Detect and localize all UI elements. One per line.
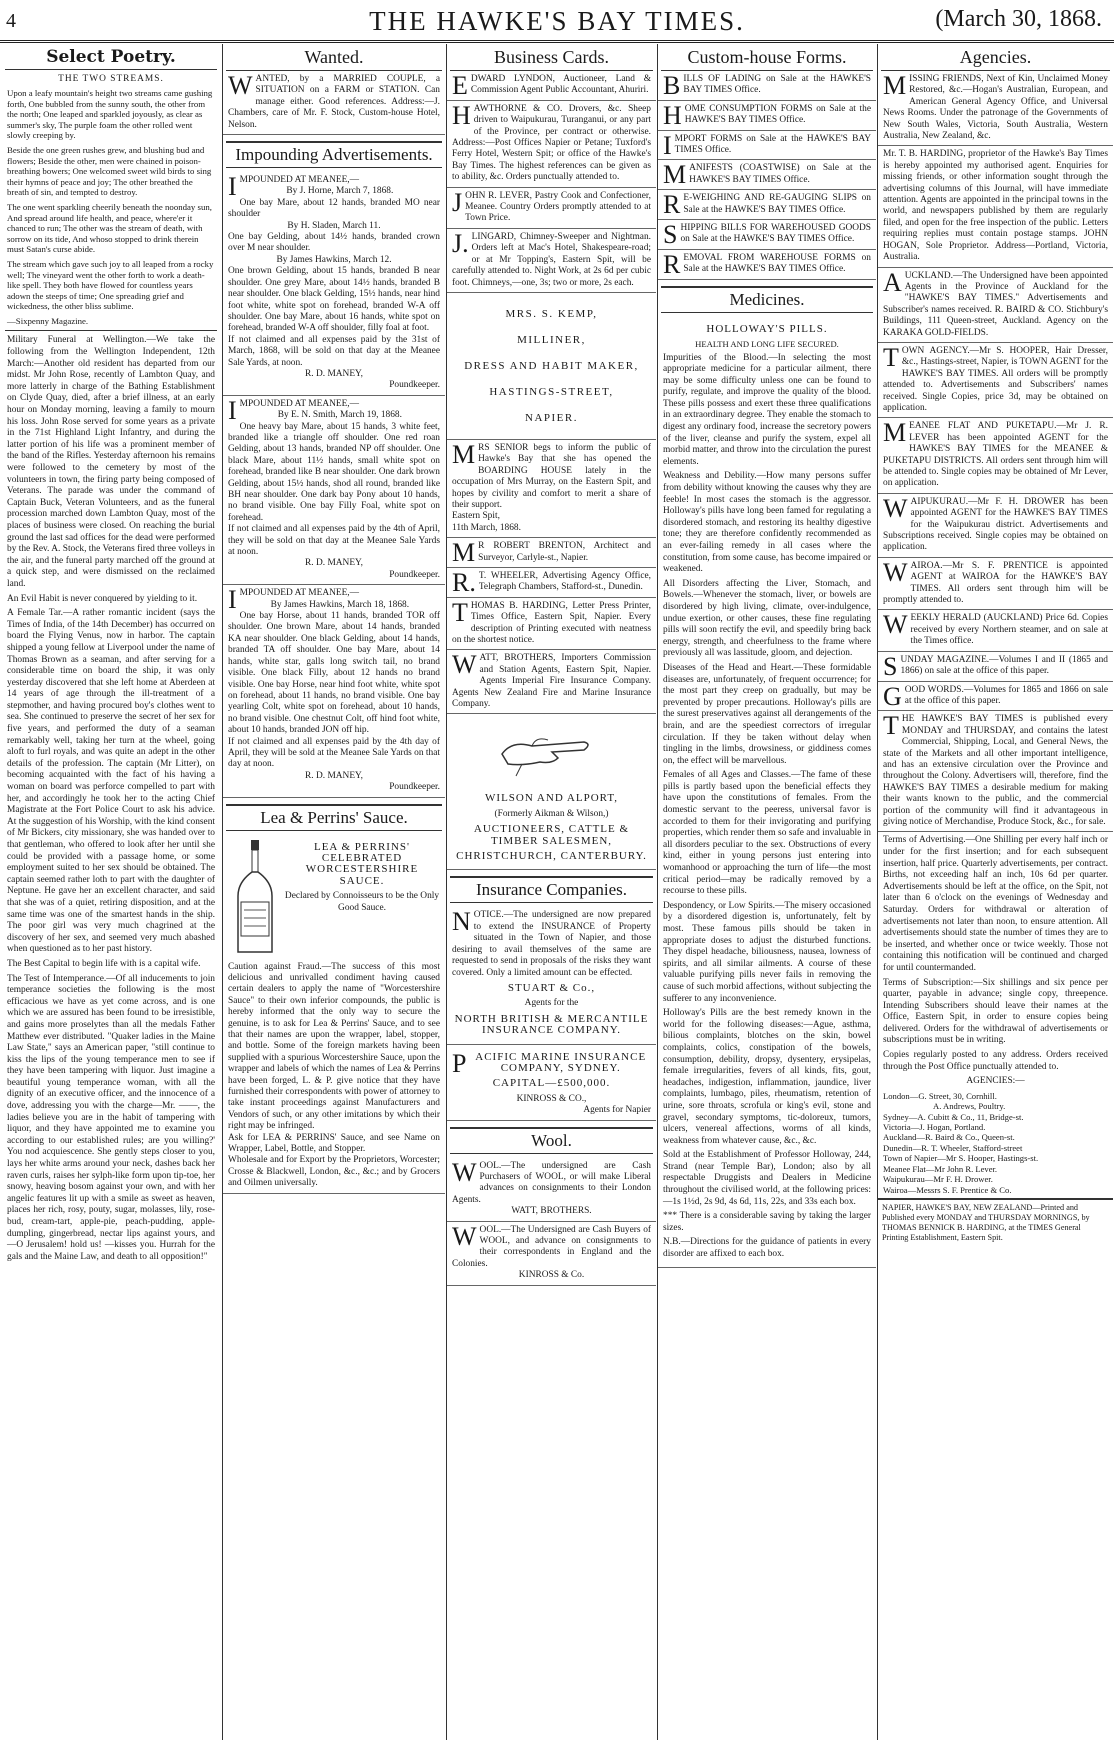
agency-ad: Mr. T. B. HARDING, proprietor of the Hawke's Bay Times is hereby appointed my authorised agent. Enquiries for missing friends, or other information sought through the advertising columns of this Journal, will have immediate attention. Agents are appointed in the principal towns in the world, and newspapers published by them are regularly filed, and open for the free inspection of the public. Letters requiring replies must contain postage stamps. JOHN HOGAN, Sole Proprietor. Address—Portland, Victoria, Australia. [878, 146, 1113, 267]
wool-ad [447, 1158, 656, 1222]
column-heading: Business Cards. [450, 44, 653, 71]
holloway-title: HOLLOWAY'S PILLS. [706, 322, 828, 335]
insurance-firm: STUART & Co., [507, 981, 596, 994]
impound-notice-3 [223, 585, 445, 797]
column-heading: Select Poetry. [5, 44, 217, 70]
business-card: J.LINGARD, Chimney-Sweeper and Nightman. Orders left at Mac's Hotel, Shakespeare-road; or at Mr Topping's, Eastern Spit, will be carefully attended to. Night Work, at 2s 6d per cubic foot. Chimneys,—one, 3s; two or more, 2s each. [447, 229, 656, 293]
insurance-company: NORTH BRITISH & MERCANTILE INSURANCE COMPANY. [454, 1012, 649, 1037]
impound-items: One bay Gelding, about 14½ hands, branded crown over M near shoulder. [228, 232, 440, 254]
lea-perrins-ask: Ask for LEA & PERRINS' Sauce, and see Name on Wrapper, Label, Bottle, and Stopper. [228, 1132, 440, 1155]
custom-form-ad: BILLS OF LADING on Sale at the HAWKE'S BAY TIMES Office. [658, 71, 876, 101]
subscription-terms: Terms of Subscription:—Six shillings and six pence per quarter, payable in advance; single copy, threepence. Intending Subscribers should leave their names at the Office, Eastern Spit, in order to ensure copies being delivered. Orders for the withdrawal of advertisements or subscriptions must be in writing. [883, 977, 1108, 1046]
section-heading: Impounding Advertisements. [226, 141, 442, 168]
custom-form-ad: RE-WEIGHING AND RE-GAUGING SLIPS on Sale at the HAWKE'S BAY TIMES Office. [658, 190, 876, 220]
business-card: MR ROBERT BRENTON, Architect and Surveyor, Carlyle-st., Napier. [447, 538, 656, 568]
article-evil-habit: An Evil Habit is never conquered by yielding to it. [7, 593, 198, 604]
impound-terms: If not claimed and all expenses paid by the 4th day of April, they will be sold at the Meanee Sale Yards on that day at noon. [228, 736, 440, 770]
lea-perrins-ad [223, 835, 445, 1194]
impound-items: One brown Gelding, about 15 hands, branded B near shoulder. One grey Mare, about 14½ hands, branded B near shoulder. One black Gelding, 15½ hands, near hind foot white, white spot on forehead, branded W-A off shoulder. One bay Mare, about 16 hands, white spot on forehead, branded W-A off shoulder, filly foal at foot. [228, 266, 440, 334]
pointing-hand-icon [492, 720, 612, 780]
kemp-milliner-ad [447, 293, 656, 440]
poem-stanza: The one went sparkling cheerily beneath the noonday sun, And spread around life health, and peace, where'er it chanced to run; The other was the stream of death, with sorrow on its tide, And whoso stopped to drink therein must Satan's curse abide. [7, 201, 212, 255]
impound-notice-2 [223, 396, 445, 586]
wool-ad [447, 1222, 656, 1286]
boarding-house-date: 11th March, 1868. [452, 522, 521, 533]
holloway-paragraph: Sold at the Establishment of Professor Holloway, 244, Strand (near Temple Bar), London; also by all respectable Druggists and Dealers in Medicine throughout the civilised world, at the following prices:—1s 1½d, 2s 9d, 4s 6d, 11s, 22s, and 33s each box. [663, 1150, 871, 1207]
wilson-title: WILSON AND ALPORT, [485, 792, 618, 805]
poem-source: —Sixpenny Magazine. [7, 315, 89, 326]
business-card: EDWARD LYNDON, Auctioneer, Land & Commission Agent Public Accountant, Ahuriri. [447, 71, 656, 101]
agencies-list [878, 1091, 1113, 1195]
poundkeeper-name: R. D. MANEY, [305, 770, 363, 781]
article-intemperance: The Test of Intemperance.—Of all inducements to join temperance societies the following is the most efficacious we have as yet come across, and is one which we are assured has been found to be irresistible, and gains more proselytes than all the medals Father Matthew ever distributed. "Quaker ladies in the Maine Law State," says an American paper, "still continue to kiss the lips of the young temperance men to see if they have been tampering with liquor. Just imagine a beautiful young temperance woman, with all the dignity of an executive officer, and the innocence of a dove, addressing you with the charge—Mr. ——, the ladies believe you are in the habit of tampering with liquor, and they have appointed me to examine you according to our established rules; are you willing?' You nod acquiescence. She gently steps closer to you, lays her white arms around your neck, dashes back her raven curls, raises her sylph-like form upon tip-toe, her snowy, heaving bosom against your own, and with her angelic features lit up with a smile as sweet as heaven, places her rich, rosy, pouty, sugar, molasses, lily, rose-bud, cream-tart, apple-pie, peach-pudding, apple-dumpling, gingerbread, nectar lips against yours, and—O Jerusalem! hold us! —kisses you. Hurrah for the gals and the Maine Law, and death to all opposition!" [7, 973, 215, 1262]
custom-form-ad: REMOVAL FROM WAREHOUSE FORMS on Sale at the HAWKE'S BAY TIMES Office. [658, 250, 876, 280]
business-card: HAWTHORNE & CO. Drovers, &c. Sheep driven to Waipukurau, Turanganui, or any part of the Province, per contract or otherwise. Address:—Post Offices Napier or Petane; Tuxford's Ferry Hotel, Western Spit; or office of the Hawke's Bay Times. The highest references can be given as to ability, &c. Orders punctually attended to. [447, 101, 656, 188]
impound-notice-1 [223, 172, 445, 396]
agency-line: Town of Napier—Mr S. Hooper, Hastings-st. [883, 1153, 1039, 1164]
section-heading: Lea & Perrins' Sauce. [226, 804, 442, 831]
poem-stanza: The stream which gave such joy to all leaped from a rocky well; The vineyard went the other forth to work a death-like spell. They both have flowed for countless years adown the steeps of time; One spreading grief and wickedness, the other bliss sublime. [7, 258, 214, 312]
agency-line: Wairoa—Messrs S. F. Prentice & Co. [883, 1184, 1012, 1195]
insurance-notice [447, 907, 656, 1044]
agency-ad: MEANEE FLAT AND PUKETAPU.—Mr J. R. LEVER has been appointed AGENT for the HAWKE'S BAY TIMES for the MEANEE & PUKETAPU DISTRICTS. All orders sent through him will be attended to. Single copies may be obtained of Mr Lever, on application. [878, 418, 1113, 493]
lea-perrins-title: LEA & PERRINS' CELEBRATED WORCESTERSHIRE SAUCE. [305, 840, 419, 887]
posting-notice: Copies regularly posted to any address. Orders received through the Post Office punctually attended to. [883, 1050, 1108, 1072]
boarding-house-ad [447, 440, 656, 538]
wilson-alport-ad [447, 786, 656, 870]
column-heading: Wanted. [226, 44, 442, 71]
business-card: THOMAS B. HARDING, Letter Press Printer, Times Office, Eastern Spit, Napier. Every description of Printing executed with neatness on the shortest notice. [447, 598, 656, 651]
agency-ad: MISSING FRIENDS, Next of Kin, Unclaimed Money Restored, &c.—Hogan's Australian, European, and American General Agency Office, and Universal News Rooms. Under the patronage of the Governments of New South Wales, Victoria, South Australia, Western Australia, New Zealand, &c. [878, 71, 1113, 146]
impound-items: One bay Horse, about 11 hands, branded TOR off shoulder. One brown Mare, about 14 hands, branded KA near shoulder. One black Gelding, about 14 hands, branded TA off shoulder. One bay Mare, about 14 hands, white star, galls long switch tail, no brand visible. One black Filly, about 12 hands no brand visible. One bay Horse, near hind foot white, white spot on forehead, about 11 hands, no brand visible. One bay yearling Colt, white spot on forehead, about 10 hands, no brand visible. One chestnut Colt, off hind foot white, about 10 hands, branded JON off hip. [228, 611, 440, 736]
lea-perrins-caution: Caution against Fraud.—The success of this most delicious and unrivalled condiment having caused certain dealers to apply the name of "Worcestershire Sauce" to their own inferior compounds, the public is hereby informed that the only way to secure the genuine, is to ask for Lea & Perrins' Sauce, and to see that their names are upon the wrapper, label, stopper, and bottle. Some of the foreign markets having been supplied with a spurious Worcestershire Sauce, upon the wrapper and labels of which the names of Lea & Perrins have been forged, L. & P. give notice that they have furnished their correspondents with power of attorney to take instant proceedings against Manufacturers and Vendors of such, or any other imitations by which their right may be infringed. [228, 961, 440, 1132]
poem-stanza: Beside the one green rushes grew, and blushing bud and flowers; Beside the other, men were chained in poison-breathing bowers; One welcomed sweet wild birds to sing their hymns of peace and joy; The other breathed the breath of sin, and tempted to destroy. [7, 144, 212, 198]
poem-title: THE TWO STREAMS. [58, 74, 164, 84]
impound-title: IMPOUNDED AT MEANEE,— [228, 585, 360, 615]
agency-ad: WAIROA.—Mr S. F. PRENTICE is appointed AGENT at WAIROA for the HAWKE'S BAY TIMES. All orders sent through him will be promptly attended to. [878, 558, 1113, 611]
custom-form-ad: IMPORT FORMS on Sale at the HAWKE'S BAY TIMES Office. [658, 131, 876, 161]
agency-ad: SUNDAY MAGAZINE.—Volumes I and II (1865 and 1866) on sale at the office of this paper. [878, 652, 1113, 682]
poem [2, 88, 220, 326]
article-female-tar: A Female Tar.—A rather romantic incident (says the Times of India, of the 14th December) has occurred on board the Flying Venus, now in harbor. The captain shipped a young fellow at Liverpool under the name of Thomas Brown as a seaman, and after serving for a considerable time on board the ship, it was only yesterday discovered that she left home at Aberdeen at 14 years of age through the ill-treatment of a stepmother, and having procured boy's clothes went to sea. She continued to preserve the secret of her sex for five years, and performed the duty of a seaman remarkably well, taking her turn at the wheel, going aloft to furl royals, and was quite an adept in the other details of the profession. The captain (Mr Litter), on becoming acquainted with the fact of his having a woman on board was perforce compelled to part with her, and accordingly he took her to the acting Chief Magistrate at the Fort Police Court to ask his advice. At the suggestion of his Worship, with the kind consent of Mr Bickers, city missionary, she was handed over to that gentleman, who offered to look after her until she could be provided with a passage home, or some employment suited to her sex should be obtained. The captain seemed rather loth to part with the daughter of Neptune. He gave her an excellent character, and said that she was of a quiet, retiring disposition, and at the same time was one of the smartest hands in the ship. The poor girl was very much chagrined at the discovery of her sex, and seemed very much abashed when questioned as to her past history. [7, 608, 215, 955]
agency-line: Victoria—J. Hogan, Portland. [883, 1122, 986, 1133]
column-custom-house-medicines [657, 44, 876, 1740]
kemp-line: NAPIER. [525, 411, 578, 424]
agency-line: A. Andrews, Poultry. [933, 1101, 1006, 1112]
poundkeeper-title: Poundkeeper. [389, 782, 440, 793]
column-heading: Custom-house Forms. [661, 44, 873, 71]
column-wanted-impounding [222, 44, 445, 1740]
insurance-agents: Agents for the [524, 998, 579, 1009]
holloway-paragraph: Females of all Ages and Classes.—The fame of these pills is partly based upon the beneficial effects they have upon the constitutions of females. From the domestic servant to the peeress, universal favor is accorded to them for their invigorating and purifying properties, which render them so safe and invaluable in all disorders peculiar to the sex. Obstructions of every kind, either in young persons just entering into womanhood or approaching the turn of life—the most critical period—may be radically removed by a recourse to these pills. [663, 770, 871, 897]
poundkeeper-name: R. D. MANEY, [305, 368, 363, 379]
section-heading: Medicines. [661, 286, 873, 313]
poem-stanza: Upon a leafy mountain's height two streams came gushing forth, One bubbled from the sunny south, the other from the north; One leaped and sparkled joyously, as clear as summer's sky, The purple foam the other rolled went slowly creeping by. [7, 88, 213, 141]
page-number: 4 [6, 10, 16, 32]
lea-perrins-wholesale: Wholesale and for Export by the Proprietors, Worcester; Crosse & Blackwell, London, &c., &c.; and by Grocers and Oilmen universally. [228, 1155, 440, 1189]
boarding-house-text: MRS SENIOR begs to inform the public of Hawke's Bay that she has opened the BOARDING HOUSE lately in the occupation of Mrs Murray, on the Eastern Spit, and hopes by civility and comfort to merit a share of their support. [452, 439, 651, 510]
advertising-terms: Terms of Advertising.—One Shilling per every half inch or under for the first insertion; and for each subsequent insertion, half price. Quarterly advertisements, per contract. Births, not exceeding half an inch, 10s 6d per quarter. Advertisements should be left at the office, on the Spit, not later than 6 o'clock on the evenings of Wednesday and Saturday. Orders for withdrawal or alteration of advertisements not later than noon, to ensure attention. All advertisements should state the number of times they are to be inserted, and whether once or twice weekly. Those not containing this notification will be continued and charged for until countermanded. [883, 835, 1108, 973]
issue-date: (March 30, 1868. [935, 6, 1102, 32]
wanted-ad: WANTED, by a MARRIED COUPLE, a SITUATION on a FARM or STATION. Can manage either. Good references. Address:—J. Chambers, care of Mr. F. Stock, Custom-house Hotel, Nelson. [223, 71, 445, 135]
impound-items: One bay Mare, about 12 hands, branded MO near shoulder [228, 197, 440, 220]
holloway-subtitle: HEALTH AND LONG LIFE SECURED. [695, 339, 839, 350]
kemp-line: DRESS AND HABIT MAKER, [464, 359, 639, 372]
holloway-paragraph: Despondency, or Low Spirits.—The misery occasioned by a disordered digestion is, unfortunately, felt by most. These famous pills should be taken in appropriate doses to adjust the disturbed functions. They dispel headache, biliousness, nausea, lowness of spirits, and all similar ailments. A course of these valuable purifying pills never fails in removing the cause of such morbid affections, without subjecting the sufferer to any inconvenience. [663, 900, 871, 1004]
wilson-formerly: (Formerly Aikman & Wilson,) [494, 808, 609, 819]
section-heading: Wool. [450, 1127, 653, 1154]
impound-by: By E. N. Smith, March 19, 1868. [277, 410, 402, 421]
agency-ad: TOWN AGENCY.—Mr S. HOOPER, Hair Dresser, &c., Hastings-street, Napier, is TOWN AGENT for the HAWKE'S BAY TIMES. All orders will be promptly attended to. Advertisements and Subscribers' names received. Single Copies, price 3d, may be obtained on application. [878, 343, 1113, 418]
impound-by: By James Hawkins, March 18, 1868. [270, 599, 410, 610]
business-card: WATT, BROTHERS, Importers Commission and Station Agents, Eastern Spit, Napier. Agents Imperial Fire Insurance Company. Agents New Zealand Fire and Marine Insurance Company. [447, 650, 656, 714]
business-card: R.T. WHEELER, Advertising Agency Office, Telegraph Chambers, Stafford-st., Dunedin. [447, 568, 656, 598]
impound-title: IMPOUNDED AT MEANEE,— [228, 395, 360, 425]
kemp-line: MRS. S. KEMP, [505, 307, 598, 320]
column-poetry-news [2, 44, 220, 1740]
poundkeeper-name: R. D. MANEY, [305, 558, 363, 569]
holloway-pills-ad [658, 317, 876, 1268]
impound-terms: If not claimed and all expenses paid by the 4th of April, they will be sold on that day at the Meanee Sale Yards at noon. [228, 524, 440, 558]
pacific-marine-ad [447, 1045, 656, 1121]
wool-text: WOOL.—The undersigned are Cash Purchasers of WOOL, or will make Liberal advances on consignments to their London Agents. [452, 1157, 651, 1205]
kemp-line: HASTINGS-STREET, [489, 385, 614, 398]
wool-text: WOOL.—The Undersigned are Cash Buyers of WOOL, and advance on consignments to their correspondents in England and the Colonies. [452, 1221, 651, 1269]
business-card: JOHN R. LEVER, Pastry Cook and Confectioner, Meanee. Country Orders promptly attended to at Town Price. [447, 188, 656, 229]
poundkeeper-title: Poundkeeper. [389, 380, 440, 391]
agency-ad: THE HAWKE'S BAY TIMES is published every MONDAY and THURSDAY, and contains the latest Commercial, Shipping, Local, and General News, the state of the Markets and all other important intelligence, and has an extensive circulation over the Province and throughout the Colony. Advertisers will, therefore, find the HAWKE'S BAY TIMES a desirable medium for making their wants known to the public, and the commercial portion of the community will find it advantageous in giving notice of Merchandise, Produce Stock, &c., for sale. [878, 711, 1113, 832]
column-agencies [877, 44, 1113, 1740]
holloway-paragraph: All Disorders affecting the Liver, Stomach, and Bowels.—Whenever the stomach, liver, or bowels are disordered by high living, climate, over-indulgence, undue exertion, or other causes, these fine regulating pills will soon rectify the evil, and speedily bring back energy, strength, and cheerfulness to the frame where previously all was lassitude, gloom, and dejection. [663, 578, 871, 659]
custom-form-ad: SHIPPING BILLS FOR WAREHOUSED GOODS on Sale at the HAWKE'S BAY TIMES Office. [658, 220, 876, 250]
printer-imprint: NAPIER, HAWKE'S BAY, NEW ZEALAND—Printed and Published every MONDAY and THURSDAY MORNINGS, by THOMAS BENNICK B. HARDING, at the TIMES General Printing Establishment, Eastern Spit. [878, 1198, 1113, 1246]
agency-ad: WAIPUKURAU.—Mr F. H. DROWER has been appointed AGENT for the HAWKE'S BAY TIMES for the Waipukurau district. Advertisements and Subscriptions received. Single copies may be obtained on application. [878, 494, 1113, 558]
boarding-house-place: Eastern Spit, [452, 511, 500, 522]
wilson-place: CHRISTCHURCH, CANTERBURY. [456, 850, 647, 863]
holloway-paragraph: Impurities of the Blood.—In selecting the most appropriate medicine for a particular ailment, there may be some difficulty unless one can be found to purify, regulate, and improve the quality of the blood. These pills possess and exert these three qualifications in an extraordinary degree. They enable the stomach to digest any ordinary food, increase the secretory powers of the liver, cleanse and purify the system, expel all morbid matter, and throw into the circulation the purest elements. [663, 352, 871, 467]
agencies-title: AGENCIES:— [966, 1076, 1025, 1087]
impound-by: By James Hawkins, March 12. [276, 254, 392, 265]
custom-form-ad: HOME CONSUMPTION FORMS on Sale at the HAWKE'S BAY TIMES Office. [658, 101, 876, 131]
agency-line: Auckland—R. Baird & Co., Queen-st. [883, 1132, 1015, 1143]
poundkeeper-title: Poundkeeper. [389, 569, 440, 580]
section-heading: Insurance Companies. [450, 876, 653, 903]
wilson-trade: AUCTIONEERS, CATTLE & TIMBER SALESMEN, [473, 823, 630, 847]
pacific-title: PACIFIC MARINE INSURANCE COMPANY, SYDNEY. [452, 1048, 647, 1078]
wool-signature: KINROSS & Co. [518, 1270, 585, 1281]
holloway-paragraph: N.B.—Directions for the guidance of patients in every disorder are affixed to each box. [663, 1237, 871, 1260]
agency-ad: WEEKLY HERALD (AUCKLAND) Price 6d. Copies received by every Northern steamer, and on sale at the Times office. [878, 610, 1113, 651]
agency-line: London—G. Street, 30, Cornhill. [883, 1090, 997, 1101]
impound-items: One heavy bay Mare, about 15 hands, 3 white feet, branded like a triangle off shoulder. One red roan Gelding, about 13 hands, branded NP off shoulder. One black Mare, about 11½ hands, small white spot on forehead, branded like B near shoulder. One dark brown Gelding, about 15½ hands, shod all round, branded like BH near shoulder. One dark bay Pony about 10 hands, no brand visible. One bay Filly Foal, white spot on forehead. [228, 421, 440, 523]
agency-line: Meanee Flat—Mr John R. Lever. [883, 1163, 998, 1174]
holloway-paragraph: *** There is a considerable saving by taking the larger sizes. [663, 1211, 871, 1233]
column-heading: Agencies. [881, 44, 1110, 71]
lea-perrins-tagline: Declared by Connoisseurs to be the Only Good Sauce. [284, 891, 440, 913]
insurance-text: NOTICE.—The undersigned are now prepared to extend the INSURANCE of Property situated in the Town of Napier, and those desiring to avail themselves of the same are requested to send in proposals of the risks they want covered. Only a limited amount can be effected. [452, 907, 651, 978]
pacific-agents: Agents for Napier [583, 1105, 651, 1116]
impound-by: By H. Sladen, March 11. [287, 220, 381, 231]
agency-line: Sydney—A. Cubitt & Co., 11, Bridge-st. [883, 1111, 1024, 1122]
wool-signature: WATT, BROTHERS. [511, 1206, 592, 1217]
custom-form-ad: MANIFESTS (COASTWISE) on Sale at the HAWKE'S BAY TIMES Office. [658, 160, 876, 190]
impound-terms: If not claimed and all expenses paid by the 31st of March, 1868, will be sold on that day at the Meanee Sale Yards, at noon. [228, 334, 440, 368]
impound-title: IMPOUNDED AT MEANEE,— [228, 172, 360, 202]
agency-line: Waipukurau—Mr F. H. Drower. [883, 1174, 993, 1185]
agency-line: Dunedin—R. T. Wheeler, Stafford-street [883, 1142, 1023, 1153]
sauce-bottle-icon [232, 838, 278, 958]
holloway-paragraph: Weakness and Debility.—How many persons suffer from debility without knowing the causes why they are feeble! In most cases the stomach is the aggressor. Holloway's pills have long been famed for regulating a disordered stomach, and restoring its healthy digestive tone; they are therefore confidently recommended as an ever-failing remedy in all cases where the constitution, from some cause, has become impaired or weakened. [663, 471, 871, 575]
kemp-line: MILLINER, [517, 333, 586, 346]
holloway-paragraph: Diseases of the Head and Heart.—These formidable diseases are, unfortunately, of frequent occurrence; for the most part they creep on gradually, but may be prevented by proper precautions. Holloway's pills are the surest preservatives against all derangements of the brain, and are the speediest correctors of irregular circulation. If they be taken without delay when tingling in the limbs, drowsiness, or giddiness comes on, the effect will be marvellous. [663, 662, 871, 766]
holloway-paragraph: Holloway's Pills are the best remedy known in the world for the following diseases:—Ague, asthma, bilious complaints, blotches on the skin, bowel complaints, colics, constipation of the bowels, consumption, debility, dropsy, dysentery, erysipelas, female irregularities, fevers of all kinds, fits, gout, headaches, indigestion, inflammation, jaundice, liver complaints, lumbago, piles, rheumatism, retention of urine, sore throats, scrofula or king's evil, stone and gravel, secondary symptoms, tic-doloreux, tumors, ulcers, venereal affections, worms of all kinds, weakness from whatever cause, &c., &c. [663, 1008, 871, 1146]
column-business-cards [446, 44, 656, 1740]
article-best-capital: The Best Capital to begin life with is a capital wife. [7, 958, 201, 969]
masthead [0, 0, 1114, 43]
agency-ad: GOOD WORDS.—Volumes for 1865 and 1866 on sale at the office of this paper. [878, 682, 1113, 712]
impound-by: By J. Horne, March 7, 1868. [286, 186, 394, 197]
pacific-firm: KINROSS & CO., [516, 1093, 587, 1104]
pacific-capital: CAPITAL—£500,000. [492, 1077, 611, 1090]
agency-ad: AUCKLAND.—The Undersigned have been appointed Agents in the Province of Auckland for the "HAWKE'S BAY TIMES." Advertisements and Subscriber's names received. R. BAIRD & CO. Stichbury's Buildings, 111 Queen-street, Auckland. Agency on the KARAKA GOLD-FIELDS. [878, 268, 1113, 343]
article-military-funeral: Military Funeral at Wellington.—We take the following from the Wellington Independent, 12th March:—Another old resident has departed from our midst. Mr John Rose, recently of Lambton Quay, and more latterly in charge of the Bathing Establishment on Clyde Quay, died, after a brief illness, at an early hour on Monday morning, leaving a family to mourn his loss. John Rose served for some years as a private in the 71st Highland Light Infantry, and during the latter portion of his life was a prominent member of the band of the Rifles. Yesterday afternoon his remains were followed to the cemetery by most of the volunteers in town, the firing party being composed of Veterans. The parade was under the command of Captain Buck, Veteran Volunteers, and as the funeral procession marched down Lambton Quay, most of the places of business were closed. On reaching the burial ground the last sad offices for the dead were performed by the Rev. A. Stock, the Veterans fired three volleys in the air, and the funeral party marched off the ground at a quick step, and were dismissed on the reclaimed land. [7, 335, 215, 589]
newspaper-title: THE HAWKE'S BAY TIMES. [369, 6, 745, 36]
